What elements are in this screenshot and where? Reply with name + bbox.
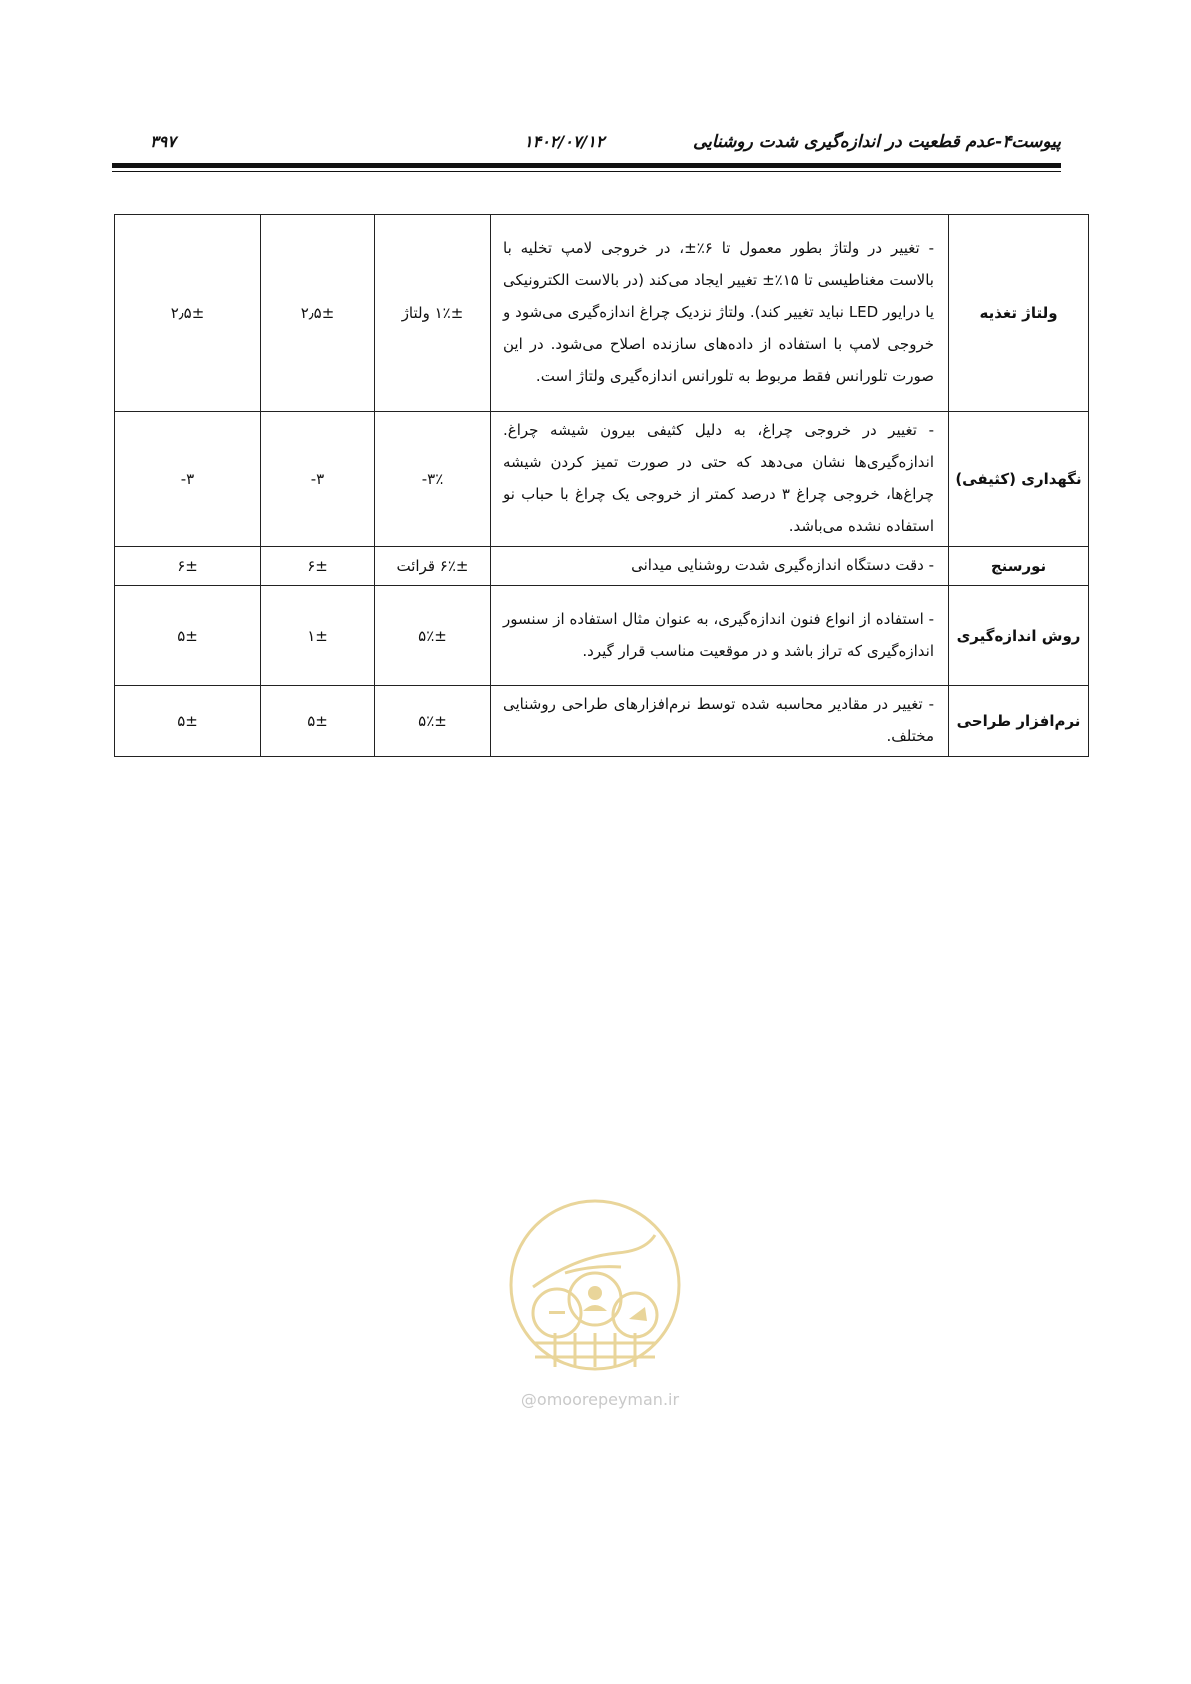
value-cell: ۱± (261, 586, 375, 686)
table-row (115, 547, 1089, 586)
header-date: ۱۴۰۲/۰۷/۱۲ (524, 132, 605, 151)
page-number: ۳۹۷ (150, 132, 176, 151)
factor-cell: نرم‌افزار طراحی (949, 686, 1089, 757)
at-icon: @ (520, 1390, 537, 1409)
value-cell: ۱٪± ولتاژ (375, 215, 491, 412)
value-cell: ۳- (115, 412, 261, 547)
description-cell: - تغییر در خروجی چراغ، به دلیل کثیفی بیرون شیشه چراغ. اندازه‌گیری‌ها نشان می‌دهد که حتی در صورت تمیز کردن شیشه چراغ‌ها، خروجی چراغ ۳ درصد کمتر از خروجی یک چراغ با حباب نو استفاده نشده می‌باشد. (491, 412, 949, 547)
value-cell: ۵± (261, 686, 375, 757)
value-cell: ۶± (261, 547, 375, 586)
value-cell: ۲٫۵± (261, 215, 375, 412)
value-cell: ۵٪± (375, 586, 491, 686)
value-cell: ۵± (115, 586, 261, 686)
header-rule-thin (112, 171, 1061, 172)
header-title: پیوست۴-عدم قطعیت در اندازه‌گیری شدت روشنایی (692, 132, 1061, 152)
factor-cell: نورسنج (949, 547, 1089, 586)
watermark-website: @omoorepeyman.ir (520, 1390, 680, 1409)
table-row (115, 215, 1089, 412)
value-cell: ۵٪± (375, 686, 491, 757)
watermark-logo (505, 1195, 685, 1375)
uncertainty-table (114, 214, 1089, 757)
value-cell: ۵± (115, 686, 261, 757)
description-cell: - دقت دستگاه اندازه‌گیری شدت روشنایی میدانی (491, 547, 949, 586)
description-cell: - تغییر در مقادیر محاسبه شده توسط نرم‌افزارهای طراحی روشنایی مختلف. (491, 686, 949, 757)
table-row (115, 412, 1089, 547)
value-cell: ۳- (261, 412, 375, 547)
factor-cell: نگهداری (کثیفی) (949, 412, 1089, 547)
description-cell: - تغییر در ولتاژ بطور معمول تا ۶٪±، در خروجی لامپ تخلیه با بالاست مغناطیسی تا ۱۵٪± تغییر ایجاد می‌کند (در بالاست الکترونیکی یا درایور LED نباید تغییر کند). ولتاژ نزدیک چراغ اندازه‌گیری می‌شود و خروجی لامپ با استفاده از داده‌های سازنده اصلاح می‌شود. در این صورت تلورانس فقط مربوط به تلورانس اندازه‌گیری ولتاژ است. (491, 215, 949, 412)
value-cell: ۳٪- (375, 412, 491, 547)
table-row (115, 586, 1089, 686)
table-row (115, 686, 1089, 757)
description-cell: - استفاده از انواع فنون اندازه‌گیری، به عنوان مثال استفاده از سنسور اندازه‌گیری که تراز باشد و در موقعیت مناسب قرار گیرد. (491, 586, 949, 686)
value-cell: ۶± (115, 547, 261, 586)
factor-cell: روش اندازه‌گیری (949, 586, 1089, 686)
factor-cell: ولتاژ تغذیه (949, 215, 1089, 412)
page-header (112, 128, 1061, 160)
header-rule-thick (112, 163, 1061, 168)
value-cell: ۶٪± قرائت (375, 547, 491, 586)
value-cell: ۲٫۵± (115, 215, 261, 412)
